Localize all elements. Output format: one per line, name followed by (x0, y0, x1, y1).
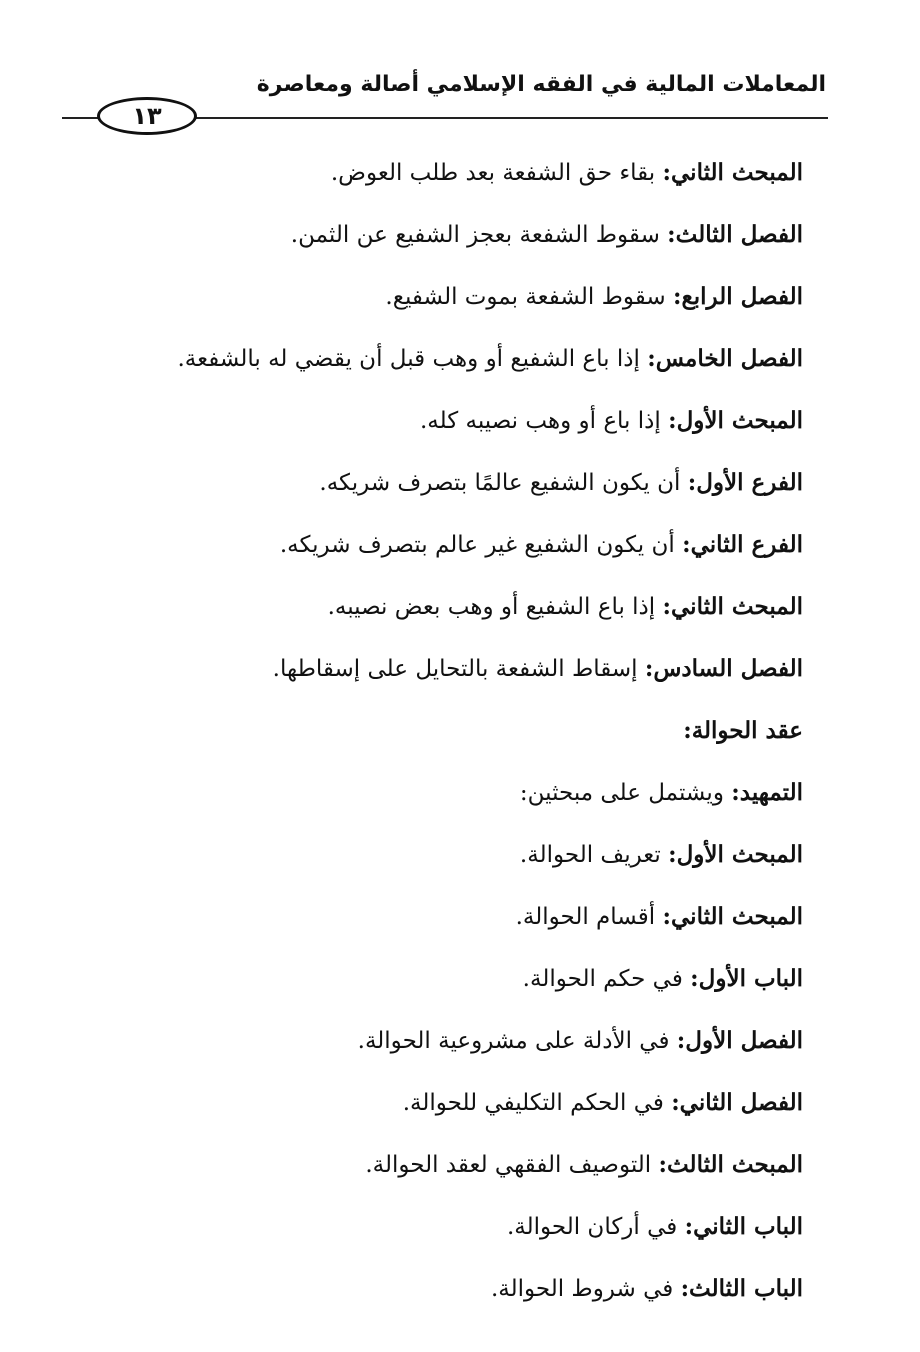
toc-label: عقد الحوالة: (683, 717, 803, 744)
toc-line (113, 956, 803, 1018)
toc-line (113, 274, 803, 336)
toc-text: سقوط الشفعة بموت الشفيع. (385, 284, 666, 310)
toc-text: ويشتمل على مبحثين: (519, 780, 724, 806)
toc-text: في الحكم التكليفي للحوالة. (402, 1090, 664, 1116)
toc-line (113, 1266, 803, 1328)
toc-label: الباب الثاني: (684, 1213, 803, 1240)
toc-label: الباب الأول: (690, 965, 803, 992)
toc-text: أقسام الحوالة. (515, 904, 656, 930)
toc-label: الفصل الأول: (676, 1027, 803, 1054)
toc-label: الفرع الثاني: (682, 531, 803, 558)
toc-line (113, 770, 803, 832)
toc-line (113, 1204, 803, 1266)
toc-label: المبحث الثاني: (662, 903, 803, 930)
toc-text: إذا باع الشفيع أو وهب بعض نصيبه. (327, 594, 656, 620)
toc-label: الفرع الأول: (687, 469, 803, 496)
toc-text: أن يكون الشفيع غير عالم بتصرف شريكه. (279, 532, 675, 558)
toc-line (113, 150, 803, 212)
toc-section-heading (113, 708, 803, 770)
toc-text: في حكم الحوالة. (522, 966, 683, 992)
toc-line (113, 336, 803, 398)
toc-text: سقوط الشفعة بعجز الشفيع عن الثمن. (290, 222, 660, 248)
toc-label: الفصل الرابع: (672, 283, 803, 310)
toc-line (113, 522, 803, 584)
toc-label: الفصل الثاني: (671, 1089, 803, 1116)
toc-text: إسقاط الشفعة بالتحايل على إسقاطها. (272, 656, 638, 682)
toc-text: تعريف الحوالة. (519, 842, 661, 868)
toc-line (113, 646, 803, 708)
toc-label: التمهيد: (731, 779, 803, 806)
toc-line (113, 584, 803, 646)
table-of-contents (113, 150, 803, 1328)
toc-label: الفصل السادس: (644, 655, 803, 682)
toc-label: المبحث الثاني: (662, 593, 803, 620)
toc-text: التوصيف الفقهي لعقد الحوالة. (365, 1152, 652, 1178)
toc-text: إذا باع أو وهب نصيبه كله. (420, 408, 661, 434)
toc-line (113, 1080, 803, 1142)
toc-text: في الأدلة على مشروعية الحوالة. (357, 1028, 670, 1054)
toc-line (113, 212, 803, 274)
toc-line (113, 398, 803, 460)
running-title: المعاملات المالية في الفقه الإسلامي أصالة ومعاصرة (256, 72, 826, 97)
toc-label: المبحث الثالث: (658, 1151, 803, 1178)
page-number-badge (97, 97, 197, 135)
toc-line (113, 894, 803, 956)
toc-label: المبحث الثاني: (662, 159, 803, 186)
toc-line (113, 460, 803, 522)
page-number: ١٣ (132, 102, 162, 130)
toc-label: المبحث الأول: (668, 841, 803, 868)
toc-label: الفصل الثالث: (667, 221, 803, 248)
toc-text: أن يكون الشفيع عالمًا بتصرف شريكه. (319, 470, 681, 496)
toc-label: المبحث الأول: (668, 407, 803, 434)
toc-line (113, 1018, 803, 1080)
toc-label: الفصل الخامس: (647, 345, 803, 372)
toc-text: بقاء حق الشفعة بعد طلب العوض. (330, 160, 656, 186)
toc-text: في شروط الحوالة. (490, 1276, 674, 1302)
toc-line (113, 1142, 803, 1204)
toc-text: إذا باع الشفيع أو وهب قبل أن يقضي له بالشفعة. (177, 346, 640, 372)
toc-label: الباب الثالث: (680, 1275, 803, 1302)
toc-text: في أركان الحوالة. (506, 1214, 678, 1240)
toc-line (113, 832, 803, 894)
